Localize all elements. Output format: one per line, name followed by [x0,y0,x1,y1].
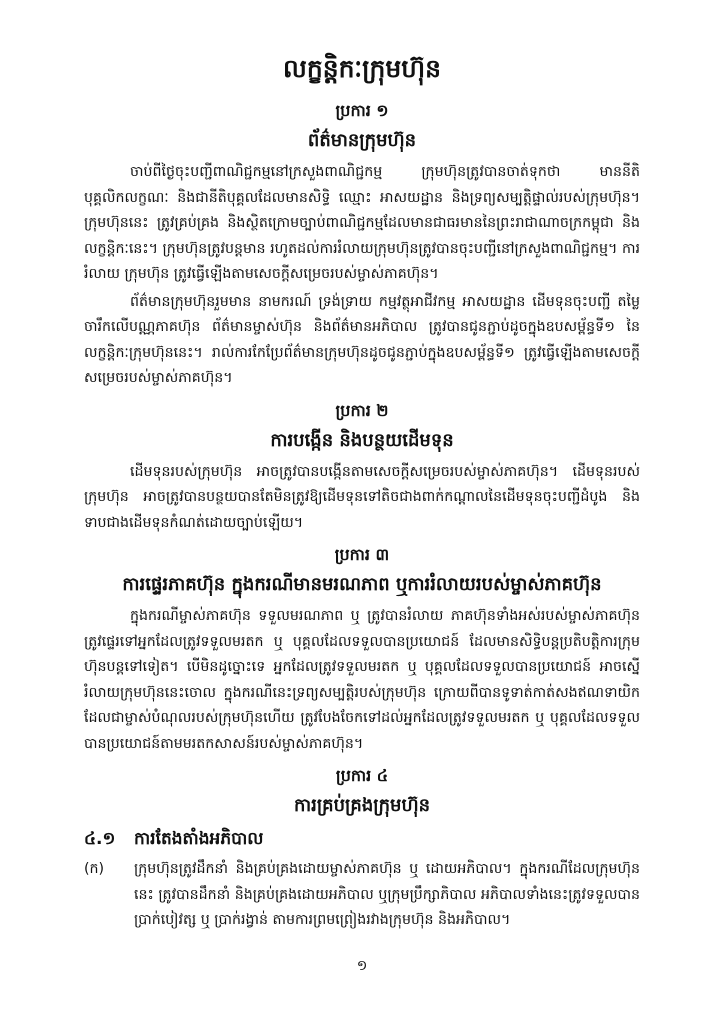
list-item-text: ក្រុមហ៊ុនត្រូវដឹកនាំ និងគ្រប់គ្រងដោយម្ចាស់ភាគហ៊ុន ឬ ដោយអភិបាល។ ក្នុងករណីដែលក្រុមហ៊ុននេះ ត្រូវបានដឹកនាំ និងគ្រប់គ្រងដោយអភិបាល ឬក្រុមប្រឹក្សាភិបាល អភិបាលទាំងនេះត្រូវទទួលបានប្រាក់បៀវត្ស ឬ ប្រាក់រង្វាន់ តាមការព្រមព្រៀងរវាងក្រុមហ៊ុន និងអភិបាល។ [134,861,640,928]
article-3 [84,544,640,757]
article-title: ព័ត៌មានក្រុមហ៊ុន [307,130,417,151]
article-label: ប្រការ ២ [335,400,389,420]
section-title: ការតែងតាំងអភិបាល [134,829,264,849]
page-number: ១ [356,958,368,974]
article-label: ប្រការ ៤ [335,766,389,785]
paragraph: ក្នុងករណីម្ចាស់ភាគហ៊ុន ទទួលមរណភាព ឬ ត្រូវបានរំលាយ ភាគហ៊ុនទាំងអស់របស់ម្ចាស់ភាគហ៊ុនត្រូវផ្ទេរទៅអ្នកដែលត្រូវទទួលមរតក ឬ បុគ្គលដែលទទួលបានប្រយោជន៍ ដែលមានសិទ្ធិបន្តប្រតិបត្តិការក្រុមហ៊ុនបន្តទៅទៀត។ បើមិនដូច្នោះទេ អ្នកដែលត្រូវទទួលមរតក ឬ បុគ្គលដែលទទួលបានប្រយោជន៍ អាចស្នើរំលាយក្រុមហ៊ុននេះចោល ក្នុងករណីនេះទ្រព្យសម្បត្តិរបស់ក្រុមហ៊ុន ក្រោយពីបានទូទាត់កាត់សងឥណទាយិកដែលជាម្ចាស់បំណុលរបស់ក្រុមហ៊ុនហើយ ត្រូវបែងចែកទៅដល់អ្នកដែលត្រូវទទួលមរតក ឬ បុគ្គលដែលទទួលបានប្រយោជន៍តាមមរតកសាសន៍របស់ម្ចាស់ភាគហ៊ុន។ [84,608,640,752]
paragraph: ដើមទុនរបស់ក្រុមហ៊ុន អាចត្រូវបានបង្កើនតាមសេចក្តីសម្រេចរបស់ម្ចាស់ភាគហ៊ុន។ ដើមទុនរបស់ក្រុមហ៊ុន អាចត្រូវបានបន្ថយបានតែមិនត្រូវឱ្យដើមទុនទៅតិចជាងពាក់កណ្តាលនៃដើមទុនចុះបញ្ជីដំបូង និងទាបជាងដើមទុនកំណត់ដោយច្បាប់ឡើយ។ [84,463,640,531]
article-2 [84,400,640,537]
article-4 [84,765,640,934]
document-title: លក្ខន្តិកៈក្រុមហ៊ុន [283,54,441,83]
article-label: ប្រការ ១ [335,101,389,120]
article-1 [84,100,640,392]
paragraph: ចាប់ពីថ្ងៃចុះបញ្ជីពាណិជ្ជកម្មនៅក្រសួងពាណិជ្ជកម្ម ក្រុមហ៊ុនត្រូវបានចាត់ទុកថា មាននីតិបុគ្គលិកលក្ខណៈ និងជានីតិបុគ្គលដែលមានសិទ្ធិ ឈ្មោះ អាសយដ្ឋាន និងទ្រព្យសម្បត្តិផ្ទាល់របស់ក្រុមហ៊ុន។ ក្រុមហ៊ុននេះ ត្រូវគ្រប់គ្រង និងស្ថិតក្រោមច្បាប់ពាណិជ្ជកម្មដែលមានជាធរមាននៃព្រះរាជាណាចក្រកម្ពុជា និងលក្ខន្តិកៈនេះ។ ក្រុមហ៊ុនត្រូវបន្តមាន រហូតដល់ការរំលាយក្រុមហ៊ុនត្រូវបានចុះបញ្ជីនៅក្រសួងពាណិជ្ជកម្ម។ ការរំលាយ ក្រុមហ៊ុន ត្រូវធ្វើឡើងតាមសេចក្តីសម្រេចរបស់ម្ចាស់ភាគហ៊ុន។ [84,164,640,282]
list-item [84,857,640,934]
article-title: ការគ្រប់គ្រងក្រុមហ៊ុន [293,795,431,816]
article-label: ប្រការ ៣ [334,545,390,564]
section-heading [84,825,640,853]
article-title: ការបង្កើន និងបន្ថយដើមទុន [270,429,454,451]
section-number: ៤.១ [84,829,116,849]
article-title: ការផ្ទេរភាគហ៊ុន ក្នុងករណីមានមរណភាព ឬការរំលាយរបស់ម្ចាស់ភាគហ៊ុន [122,574,602,595]
list-item-marker: (ក) [84,861,105,877]
paragraph: ព័ត៌មានក្រុមហ៊ុនរួមមាន នាមករណ៍ ទ្រង់ទ្រាយ កម្មវត្ថុអាជីវកម្ម អាសយដ្ឋាន ដើមទុនចុះបញ្ជី តម្លៃចារឹកលើបណ្ណភាគហ៊ុន ព័ត៌មានម្ចាស់ហ៊ុន និងព័ត៌មានអភិបាល ត្រូវបានជូនភ្ជាប់ដូចក្នុងឧបសម្ព័ន្ធទី១ នៃលក្ខន្តិកៈក្រុមហ៊ុននេះ។ រាល់ការកែប្រែព័ត៌មានក្រុមហ៊ុនដូចជូនភ្ជាប់ក្នុងឧបសម្ព័ន្ធទី១ ត្រូវធ្វើឡើងតាមសេចក្តីសម្រេចរបស់ម្ចាស់ភាគហ៊ុន។ [84,293,640,386]
